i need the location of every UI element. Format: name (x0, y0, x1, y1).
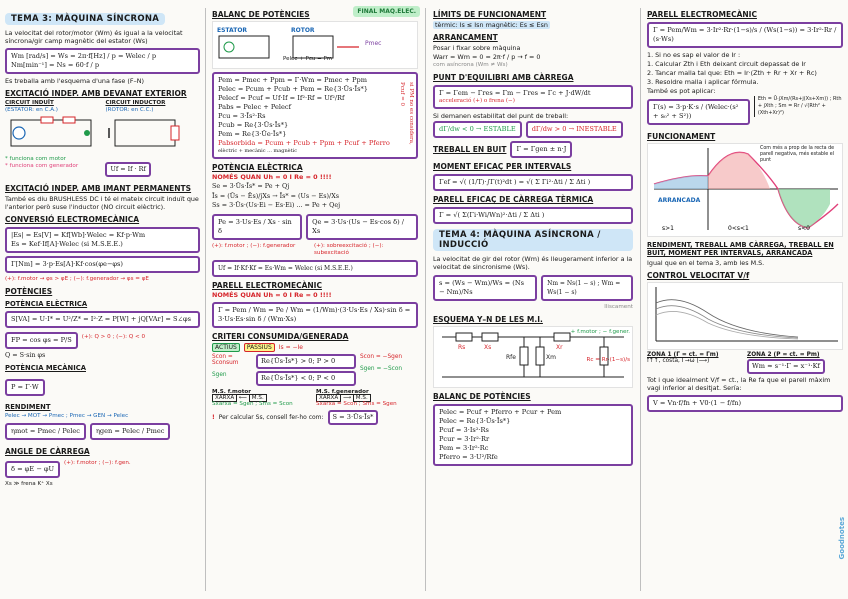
pq-row (212, 211, 418, 243)
procedure-step: També es pot aplicar: (647, 87, 716, 95)
column-divider (640, 8, 641, 591)
section-heading: POTÈNCIES (5, 287, 53, 296)
balance-equation: Pcur = 3·Ir²·Rr (439, 435, 490, 443)
active-power-box: Pe = 3·Us·Es / Xs · sin δ (212, 214, 302, 240)
criteria-labels (212, 354, 252, 378)
section-heading: ESQUEMA Y–N DE LES M.I. (433, 315, 543, 324)
speed-formula-box (5, 48, 200, 74)
ms-motor-block (212, 389, 302, 407)
criteria-box: Re{Ūs·Īs*} < 0; P < 0 (256, 371, 356, 386)
speed-formula: Wm [rad/s] = Ws = 2π·f[Hz] / p = Welec / p (11, 52, 157, 60)
startup-step: Posar i fixar sobre màquina (433, 44, 521, 52)
section-heading: PARELL EFICAÇ DE CÀRREGA TÈRMICA (433, 195, 594, 204)
balance-equation: Pcu = 3·Īs²·Rs (218, 112, 266, 120)
passius-label: PASSIUS (244, 343, 275, 352)
balance-equation: Pem = 3·Ir²·Rc (439, 444, 489, 452)
induit-block (5, 100, 101, 170)
permanent-magnet-text: També es diu BRUSHLESS DC i té el mateix circuit induït que l'anterior però suse l'inductor (NO circuit elèctric). (5, 195, 199, 211)
xarxa-box: XARXA (212, 394, 237, 402)
balance-equation: Pelec = Pcum + Pcub + Pem = Re{3·Ūs·Īs*} (218, 85, 369, 93)
electric-power-box: S[VA] = U·I* = U²/Z* = I²·Z = P[W] + jQ[VAr] = S∠φs (5, 311, 200, 328)
estator-label: ESTATOR (217, 27, 248, 34)
reactive-power-formula: Q = S·sin φs (5, 351, 46, 359)
inductor-circuit-diagram (105, 114, 195, 152)
limits-text (433, 21, 633, 29)
load-angle-box: δ = φE − φU (5, 461, 60, 478)
thevenin-equations: Eth = Ū·jXm/(Rs+j(Xs+Xm)) ; Rth + jXth ; Sm = Rr / √(Rth² + (Xth+Xr)²) (754, 96, 843, 117)
balance-equation: Pem = Re{3·Ūe·Īs*} (218, 130, 287, 138)
inductor-block (105, 100, 200, 180)
gamma-formula-box: Γ(s) = 3·p·K·s / (Welec·(s² + s₀² + S²)) (647, 99, 750, 125)
conversion-formula: |Es| = Es[V] = Kf[Wb]·Welec = Kf·p·Wm (11, 231, 146, 239)
section-heading: LÍMITS DE FUNCIONAMENT (433, 10, 547, 19)
reactive-sign: (+): sobreexcitació ; (−): subexcitació (314, 242, 384, 256)
ms-mode-row (212, 389, 418, 407)
section-heading: FUNCIONAMENT (647, 132, 716, 141)
procedure-step: 1. Si no es sap el valor de Ir : (647, 51, 741, 59)
stability-row (433, 121, 633, 138)
zone-1-text: f↑↑, costa, Γ→ω (⟶) (647, 358, 710, 364)
warning-note: NOMÉS QUAN Uh = 0 I Re = 0 !!!! (212, 173, 332, 181)
balance-equation: Pelecf = Pcuf = Uf·If = If²·Rf = Uf²/Rf (218, 94, 345, 102)
mechanical-power-label: Pmec (365, 40, 382, 47)
vf-control-diagram (647, 282, 843, 350)
rotor-label: ROTOR (291, 27, 315, 34)
generator-efficiency-box: ηgen = Pelec / Pmec (90, 423, 170, 440)
balance-equation: Pabs = Pelec + Pelecf (218, 103, 292, 111)
ms-motor-boxes: XARXA ⟵ M.S. (212, 395, 302, 401)
ms-gen-boxes: XARXA ⟶ M.S. (316, 395, 397, 401)
xr-label: Xr (556, 344, 563, 351)
active-sign: (+): f.motor ; (−): f.generador (212, 242, 296, 249)
section-heading: POTÈNCIA ELÈCTRICA (5, 300, 88, 308)
section-heading: PARELL ELECTROMECÀNIC (212, 280, 322, 290)
section-heading: BALANÇ DE POTÈNCIES (433, 392, 531, 401)
section-heading: CONTROL VELOCITAT V/f (647, 271, 750, 280)
rpm-formula: Nm[min⁻¹] = Ns = 60·f / p (11, 61, 100, 69)
mode-label: + f.motor ; − f.gener. (570, 329, 630, 335)
criteria-conditions (256, 354, 356, 386)
slip-box: s = (Ws − Wm)/Ws = (Ns − Nm)/Ns (433, 275, 537, 301)
conversion-box (5, 227, 200, 253)
section-heading: MOMENT EFICAÇ PER INTERVALS (433, 162, 572, 171)
section-heading: PARELL ELECTROMECÀNIC (647, 10, 757, 19)
electric-formula: Īs = (Ūs − Ēs)/jXs → Īs* = (Us − Es)/Xs (212, 191, 340, 200)
criteria-results (360, 354, 402, 372)
induction-balance-box (433, 404, 633, 466)
stable-condition (433, 121, 522, 138)
zone-2-title: ZONA 2 (P = ct. = Pm) (747, 352, 820, 358)
section-heading: RENDIMENT, TREBALL AMB CÀRREGA, TREBALL EN BUIT, MOMENT PER INTERVALS, ARRANCADA (647, 241, 834, 257)
mechanical-power-box: P = Γ·W (5, 379, 45, 396)
equilibrium-box (433, 85, 633, 109)
zones-row (647, 352, 843, 375)
balance-equation: Pelec = Pcuf + Pferro + Pcur + Pem (439, 408, 562, 416)
startup-note: com asíncrona (Wm ≠ Ws) (433, 62, 508, 68)
thermal-torque-box: Γ = √( Σ(Γi·Wi/Wn)²·Δti / Σ Δti ) (433, 207, 633, 224)
balance-equation: Pcuf = 3·Is²·Rs (439, 426, 489, 434)
zone-2-block (747, 352, 825, 375)
section-heading: POTÈNCIA ELÈCTRICA (212, 163, 303, 172)
power-factor-row (5, 331, 200, 350)
induction-torque-box: Γ = Pem/Wm = 3·Ir²·Rr·(1−s)/s / (Ws(1−s)) = 3·Ir²·Rr / (s·Ws) (647, 22, 843, 48)
section-heading: ANGLE DE CÀRREGA (5, 446, 90, 456)
section-heading: EXCITACIÓ INDEP. AMB DEVANAT EXTERIOR (5, 89, 187, 98)
slip-relation-box: Nm = Ns(1 − s) ; Wm = Ws(1 − s) (541, 275, 633, 301)
efficiency-row (5, 420, 200, 443)
copper-balance-label: Pelec + Pcu = Pm (283, 56, 333, 62)
no-load-formula: Γ = Γgen ± n·J (510, 141, 572, 158)
pq-sign-row (212, 243, 418, 257)
topic-title: TEMA 4: MÀQUINA ASÍNCRONA / INDUCCIÓ (433, 229, 633, 251)
ideal-text: Tot i que idealment V/f = ct., la Re fa que el parell màxim vagi inferior al desitjat. Sería: (647, 376, 831, 392)
sgen-label: Sgen (212, 371, 227, 378)
slip-note: lliscament (604, 304, 633, 310)
rc-label: Rc = Rr·(1−s)/s (586, 357, 630, 363)
section-heading: CONVERSIÓ ELECTROMECÀNICA (5, 215, 140, 224)
summary-text: Igual que en el tema 3, amb les M.S. (647, 259, 765, 267)
scheme-note: Es treballa amb l'esquema d'una fase (F–N) (5, 77, 144, 85)
balance-equation: Pabsorbida = Pcum + Pcub + Ppm + Pcuf + Pferro (218, 139, 390, 147)
xarxa-box: XARXA (316, 394, 341, 402)
criteria-rows (212, 354, 418, 386)
equilibrium-formula: Γ = Γem − Γres = Γm − Γres = Γc + J·dW/dt (439, 89, 591, 97)
column-divider (205, 8, 206, 591)
torque-speed-diagram (647, 143, 843, 237)
zone-label: s>1 (662, 225, 674, 232)
power-balance-box (212, 72, 418, 159)
warning-note: NOMÉS QUAN Uh = 0 I Re = 0 !!!! (212, 290, 332, 299)
load-angle-sign: (+): f.motor ; (−): f.gen. (64, 459, 131, 466)
section-heading: RENDIMENT (5, 402, 51, 411)
electric-formula: Se = 3·Ūs·Īs* = Pe + Qj (212, 182, 290, 190)
section-heading: ARRANCAMENT (433, 33, 498, 42)
procedure-step: 2. Tancar malla tal que: Eth = Ir·(Zth + Rr + Xr + Rc) (647, 69, 817, 77)
column-4 (642, 0, 848, 599)
torque-box: Γ[Nm] = 3·p·Es[A]·Kf·cos(φe−φs) (5, 256, 200, 273)
induit-circuit-diagram (5, 114, 101, 152)
column-divider (425, 8, 426, 591)
gamma-row (647, 96, 843, 128)
section-heading: POTÈNCIA MECÀNICA (5, 363, 86, 372)
ms-box: M.S. (353, 394, 371, 402)
section-heading: EXCITACIÓ INDEP. AMB IMANT PERMANENTS (5, 184, 192, 193)
stability-note: Si demanen estabilitat del punt de treball: (433, 112, 569, 120)
torque-sign-note: (+): f.motor → φs > φE ; (−): f.generador → φs = φE (5, 276, 149, 282)
final-note: Per calcular Ss, consell fer-ho com: (218, 413, 324, 421)
induit-label: CIRCUIT INDUÏT (5, 100, 54, 106)
equivalent-circuit-diagram (433, 326, 633, 388)
rms-torque-box: Γef = √( (1/T)·∫Γ(t)²dt ) = √( Σ Γi²·Δti / Σ Δti ) (433, 174, 633, 191)
procedure-step: 3. Resoldre malla i aplicar fórmula. (647, 78, 759, 86)
stable-text: dΓ/dw < 0 → ESTABLE (439, 125, 516, 133)
arrancada-label: ARRANCADA (658, 197, 701, 204)
rs-label: Rs (458, 344, 466, 351)
unstable-text: dΓ/dw > 0 → INESTABLE (531, 125, 617, 133)
unstable-condition (526, 121, 623, 138)
inductor-sublabel: (ROTOR: en C.C.) (105, 107, 154, 113)
goodnotes-watermark: Goodnotes (838, 516, 846, 559)
balance-equation: Pem = Pmec + Ppm = Γ·Wm = Pmec + Ppm (218, 76, 367, 84)
zone-note: Com més a prop de la recta de parell negativa, més estable el punt (760, 146, 835, 163)
scon-result: Scon = −Sgen (360, 353, 403, 360)
final-note-row (212, 410, 418, 425)
circuit-pair (5, 100, 200, 180)
procedure-step: 1. Calcular Zth i Eth deixant circuit depassat de Ir (647, 60, 806, 68)
criteria-box: Re{Ūs·Īs*} > 0; P > 0 (256, 354, 356, 369)
sgen-result: Sgen = −Scon (360, 365, 403, 372)
column-3 (428, 0, 638, 599)
inductor-label: CIRCUIT INDUCTOR (105, 100, 166, 106)
section-heading: CRITERI CONSUMIDA/GENERADA (212, 331, 349, 341)
acceleration-note: acceleració (+) o frena (−) (439, 98, 515, 104)
section-heading: BALANÇ DE POTÈNCIES (212, 10, 310, 19)
scon-label: Scon = Sconsum (212, 353, 239, 366)
final-tag: FINAL MAQ.ELEC. (353, 6, 420, 17)
motor-efficiency-box: ηmot = Pmec / Pelec (5, 423, 86, 440)
load-angle-row (5, 458, 200, 481)
uf-line-box: Uf = If·Kf·Kf = Es·Wm = Welec (si M.S.E.E.) (212, 260, 418, 277)
balance-equation: Pferro = 3·U²/Rfe (439, 453, 498, 461)
balance-equation: Pelec = Re{3·Ūs·Īs*} (439, 417, 511, 425)
torque-box: Γ = Pem / Wm = Pe / Wm = (1/Wm)·(3·Us·Es / Xs)·sin δ = 3·Us·Es·sin δ / (Wm·Xs) (212, 302, 418, 328)
xs-label: Xs (484, 344, 492, 351)
balance-subnote: elèctric + mecànic ... magnètic (218, 148, 298, 154)
zone-2-formula: Wm ≈ s⁻¹·Γ = x⁻¹·Kf (747, 359, 825, 374)
xm-label: Xm (546, 354, 556, 361)
exclamation-icon: ! (212, 413, 215, 421)
ms-motor-balance: Sxarxa = Sgen ; Sms = Scon (212, 400, 293, 407)
actius-label: ACTIUS (212, 343, 240, 352)
electric-formula: Ss = 3·Ūs·(Us·Ei − Es·Ei) ... = Pe + Qej (212, 201, 341, 210)
balance-equation: Pcub = Re{3·Ūs·Īs*} (218, 121, 289, 129)
zone-label: 0<s<1 (728, 225, 749, 232)
slip-row (433, 272, 633, 304)
no-load-row (433, 141, 633, 158)
vf-formula-box: V = Vn·f/fn + V0·(1 − f/fn) (647, 395, 843, 412)
power-balance-diagram (212, 21, 418, 69)
topic-title: TEMA 3: MÀQUINA SÍNCRONA (5, 13, 165, 25)
current-relation: Is = −Ie (278, 343, 303, 351)
criteria-header (212, 343, 418, 352)
column-1 (0, 0, 205, 599)
generator-legend: * funciona com generador (5, 163, 79, 169)
final-formula: S = 3·Ūs·Īs* (328, 410, 379, 425)
power-factor-sign: (+): Q > 0 ; (−): Q < 0 (81, 334, 146, 340)
motor-legend: * funciona com motor (5, 156, 66, 162)
load-angle-note: Xs ≫ frena K⁺ Xs (5, 480, 53, 487)
induit-sublabel: (ESTATOR: en C.A.) (5, 107, 58, 113)
zone-1-title: ZONA 1 (Γ = ct. = Γm) (647, 352, 719, 358)
zone-1-block (647, 352, 743, 364)
conversion-formula: Es = Kef·If[A]·Welec (si M.S.E.E.) (11, 240, 123, 248)
limits-formula: tèrmic: Is ≤ Isn magnètic: Es ≤ Esn (435, 21, 548, 29)
intro-text: La velocitat de gir del rotor (Wm) és lleugerament inferior a la velocitat de sincronisme (Ws). (433, 255, 633, 271)
ms-gen-block (316, 389, 397, 407)
reactive-power-box: Qe = 3·Us·(Us − Es·cos δ) / Xs (306, 214, 418, 240)
power-factor-box: FP = cos φs = P/S (5, 332, 78, 349)
efficiency-flow: Pelec → MOT → Pmec ; Pmec → GEN → Pelec (5, 412, 129, 419)
side-note: si PM no es considera, Pcuf = 0 (399, 82, 414, 145)
ms-gen-balance: Sxarxa = Scon ; Sms = Sgen (316, 400, 397, 407)
startup-step: Warr = Wm = 0 = 2π·f / p → f = 0 (433, 53, 541, 61)
ms-box: M.S. (249, 394, 267, 402)
zone-label: s<0 (798, 225, 810, 232)
uf-formula-box: Uf = If · Rf (105, 162, 150, 177)
equivalent-circuit (434, 327, 632, 385)
intro-text: La velocitat del rotor/motor (Wm) és igual a la velocitat síncrona/gir camp magnètic del estator (Ws) (5, 29, 183, 45)
rfe-label: Rfe (506, 354, 516, 361)
vf-control-curves (648, 283, 844, 347)
ms-gen-title: M.S. f.generador (316, 388, 369, 395)
ms-motor-title: M.S. f.motor (212, 388, 251, 395)
section-heading: TREBALL EN BUIT (433, 145, 507, 154)
column-2 (207, 0, 423, 599)
section-heading: PUNT D'EQUILIBRI AMB CÀRREGA (433, 73, 574, 82)
